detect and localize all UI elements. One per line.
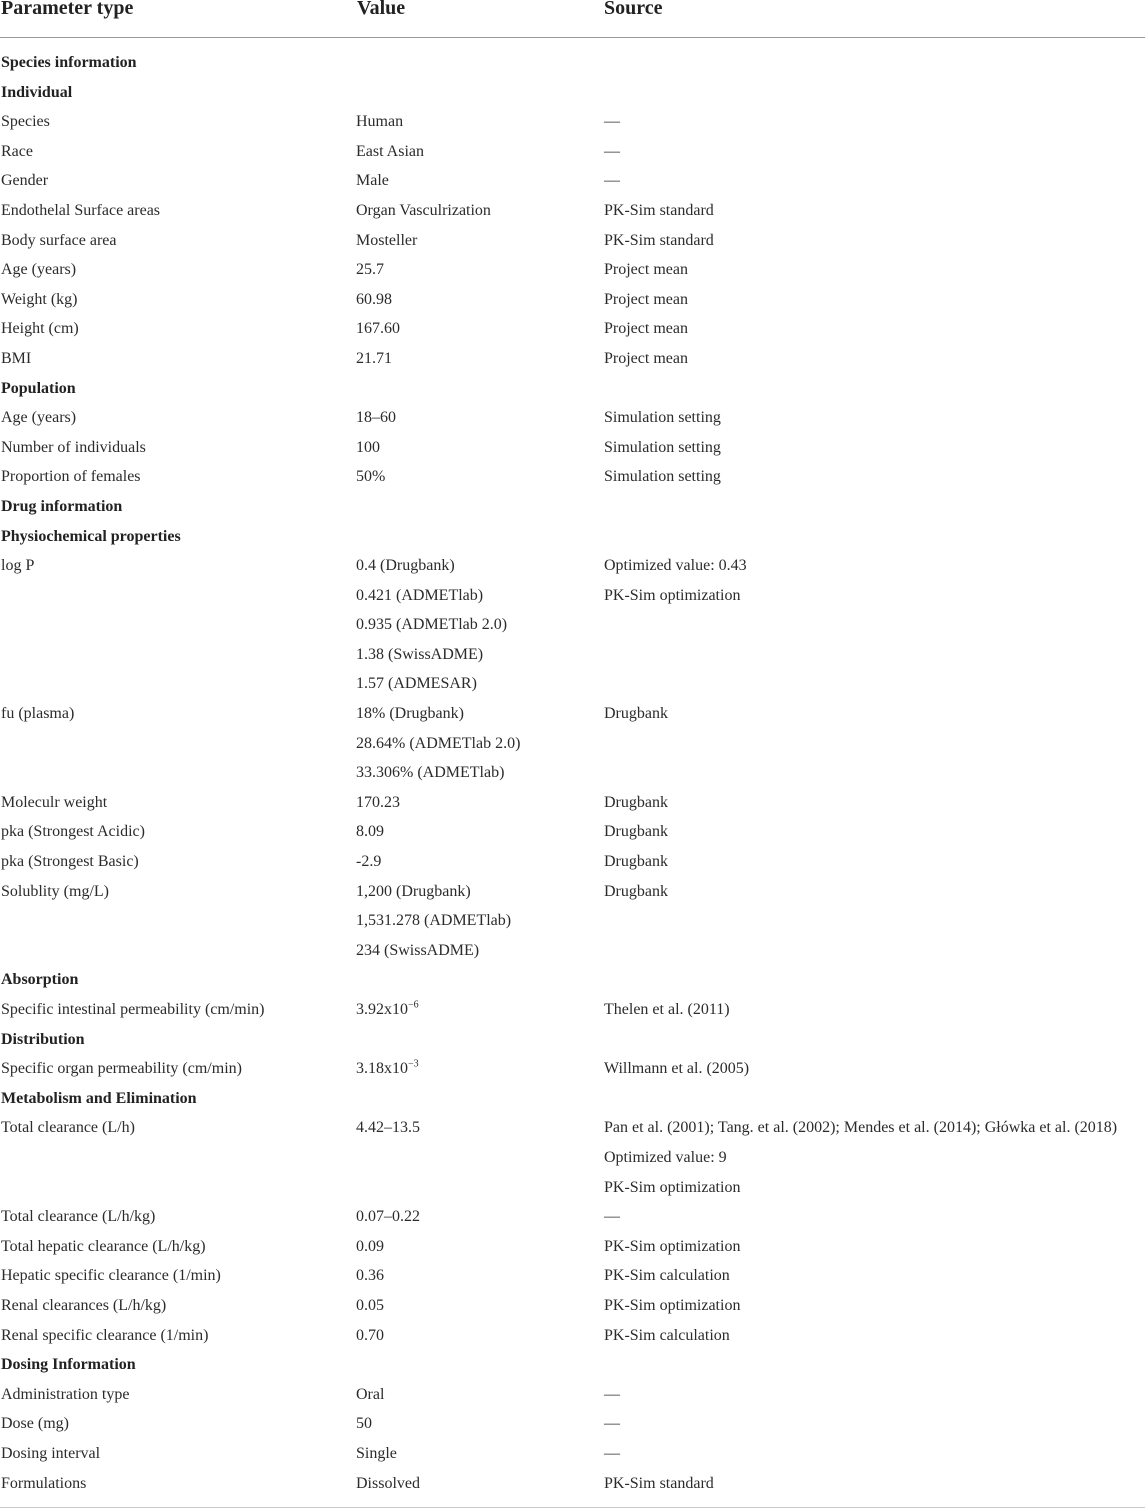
value-cell — [356, 202, 491, 220]
table-row — [0, 316, 1145, 346]
value-cell — [356, 675, 477, 693]
value-text: 170.23 — [356, 793, 400, 811]
value-text: 0.09 — [356, 1237, 384, 1255]
parameter-cell: Race — [1, 142, 33, 160]
table-row — [0, 1145, 1145, 1175]
source-cell: — — [604, 1444, 620, 1462]
source-cell: PK-Sim calculation — [604, 1267, 730, 1285]
section-heading: Physiochemical properties — [1, 527, 181, 545]
table-row — [0, 1441, 1145, 1471]
value-cell — [356, 1267, 384, 1285]
parameter-cell: pka (Strongest Basic) — [1, 853, 139, 871]
table-row — [0, 346, 1145, 376]
source-cell: Thelen et al. (2011) — [604, 1001, 730, 1018]
value-cell — [356, 261, 384, 279]
value-text: 0.70 — [356, 1326, 384, 1344]
source-cell: PK-Sim optimization — [604, 586, 741, 604]
parameter-cell: Gender — [1, 172, 49, 190]
value-text: 3.92x10 — [356, 1001, 408, 1018]
section-heading-row — [0, 376, 1145, 406]
source-cell: Project mean — [604, 349, 688, 367]
value-cell — [356, 616, 507, 634]
source-cell: Drugbank — [604, 793, 668, 811]
value-exponent: −3 — [408, 1058, 419, 1070]
section-heading-row — [0, 80, 1145, 110]
value-cell — [356, 942, 479, 960]
value-cell — [356, 143, 424, 161]
table-header — [0, 0, 1145, 38]
table-bottom-rule — [0, 1507, 1145, 1508]
value-cell — [356, 1327, 384, 1345]
parameter-cell: Formulations — [1, 1474, 87, 1492]
parameter-cell: pka (Strongest Acidic) — [1, 823, 145, 841]
section-heading: Absorption — [1, 971, 79, 989]
value-cell — [356, 1060, 419, 1078]
value-cell — [356, 232, 417, 250]
value-text: 1.38 (SwissADME) — [356, 645, 484, 663]
value-text: East Asian — [356, 142, 424, 160]
source-cell: Drugbank — [604, 823, 668, 841]
value-cell — [356, 853, 381, 871]
value-text: 50 — [356, 1415, 372, 1433]
value-cell — [356, 1475, 420, 1493]
table-row — [0, 1204, 1145, 1234]
value-text: 33.306% (ADMETlab) — [356, 764, 505, 782]
value-text: 3.18x10 — [356, 1060, 408, 1078]
parameter-cell: Dosing interval — [1, 1444, 101, 1462]
value-text: 0.05 — [356, 1296, 384, 1314]
value-cell — [356, 113, 403, 131]
value-cell — [356, 1001, 419, 1019]
source-cell: Simulation setting — [604, 409, 721, 427]
table-row — [0, 612, 1145, 642]
value-exponent: −6 — [408, 999, 419, 1011]
source-cell: Project mean — [604, 320, 688, 338]
value-text: Dissolved — [356, 1474, 420, 1492]
value-cell — [356, 794, 400, 812]
parameter-cell: BMI — [1, 349, 32, 367]
table-row — [0, 198, 1145, 228]
header-value: Value — [357, 0, 406, 19]
value-text: -2.9 — [356, 853, 382, 871]
source-cell: Willmann et al. (2005) — [604, 1060, 750, 1078]
source-cell: Optimized value: 9 — [604, 1148, 727, 1166]
section-heading: Metabolism and Elimination — [1, 1089, 197, 1107]
value-text: 60.98 — [356, 290, 392, 308]
source-cell: PK-Sim optimization — [604, 1237, 741, 1255]
table-body — [0, 50, 1145, 1500]
table-row — [0, 849, 1145, 879]
section-heading: Individual — [1, 83, 73, 101]
parameter-cell: Dose (mg) — [1, 1415, 69, 1433]
source-cell: PK-Sim optimization — [604, 1178, 741, 1196]
value-text: 0.36 — [356, 1267, 384, 1285]
value-cell — [356, 291, 392, 309]
table-row — [0, 1115, 1145, 1145]
table-row — [0, 553, 1145, 583]
section-heading-row — [0, 494, 1145, 524]
source-cell: — — [604, 1415, 620, 1433]
value-text: 0.935 (ADMETlab 2.0) — [356, 616, 508, 634]
table-row — [0, 168, 1145, 198]
parameter-cell: Species — [1, 113, 50, 131]
table-row — [0, 287, 1145, 317]
table-row — [0, 671, 1145, 701]
value-text: Mosteller — [356, 231, 418, 249]
value-text: 1.57 (ADMESAR) — [356, 675, 477, 693]
parameter-cell: Administration type — [1, 1385, 130, 1403]
table-row — [0, 701, 1145, 731]
value-text: Human — [356, 113, 404, 131]
table-row — [0, 1382, 1145, 1412]
parameter-cell: Specific intestinal permeability (cm/min) — [1, 1001, 265, 1018]
table-row — [0, 908, 1145, 938]
value-text: Male — [356, 172, 389, 190]
section-heading-row — [0, 1027, 1145, 1057]
table-row — [0, 642, 1145, 672]
parameter-cell: Specific organ permeability (cm/min) — [1, 1060, 242, 1078]
table-row — [0, 1293, 1145, 1323]
value-cell — [356, 1386, 384, 1404]
value-text: 1,531.278 (ADMETlab) — [356, 912, 512, 930]
source-cell: PK-Sim standard — [604, 231, 714, 249]
value-cell — [356, 557, 455, 575]
header-parameter-type: Parameter type — [1, 0, 134, 19]
source-cell: Project mean — [604, 261, 688, 279]
source-cell: Drugbank — [604, 853, 668, 871]
value-cell — [356, 883, 471, 901]
parameter-cell: Hepatic specific clearance (1/min) — [1, 1267, 221, 1285]
table-row — [0, 790, 1145, 820]
table-row — [0, 109, 1145, 139]
value-cell — [356, 1445, 397, 1463]
value-cell — [356, 1415, 372, 1433]
parameter-cell: Renal clearances (L/h/kg) — [1, 1296, 167, 1314]
table-row — [0, 731, 1145, 761]
value-text: 0.07–0.22 — [356, 1208, 420, 1226]
table-row — [0, 257, 1145, 287]
parameter-cell: Moleculr weight — [1, 793, 108, 811]
source-cell: PK-Sim standard — [604, 201, 714, 219]
section-heading-row — [0, 524, 1145, 554]
section-heading: Population — [1, 379, 76, 397]
table-row — [0, 139, 1145, 169]
value-cell — [356, 409, 396, 427]
value-text: 0.421 (ADMETlab) — [356, 586, 484, 604]
value-text: 4.42–13.5 — [356, 1119, 420, 1137]
parameter-cell: Total hepatic clearance (L/h/kg) — [1, 1237, 206, 1255]
parameter-cell: Age (years) — [1, 261, 77, 279]
table-row — [0, 879, 1145, 909]
table-row — [0, 1234, 1145, 1264]
value-cell — [356, 1297, 384, 1315]
table-row — [0, 1323, 1145, 1353]
table-row — [0, 1263, 1145, 1293]
value-text: Organ Vasculrization — [356, 201, 491, 219]
source-cell: — — [604, 113, 620, 131]
parameter-cell: Total clearance (L/h) — [1, 1119, 135, 1137]
value-cell — [356, 587, 483, 605]
table-row — [0, 1056, 1145, 1086]
source-cell: Project mean — [604, 290, 688, 308]
value-text: 1,200 (Drugbank) — [356, 882, 471, 900]
parameter-cell: Solublity (mg/L) — [1, 882, 109, 900]
section-heading-row — [0, 1352, 1145, 1382]
value-text: 0.4 (Drugbank) — [356, 557, 455, 575]
value-text: 100 — [356, 438, 380, 456]
parameter-cell: Endothelal Surface areas — [1, 201, 161, 219]
value-text: 28.64% (ADMETlab 2.0) — [356, 734, 521, 752]
value-cell — [356, 912, 511, 930]
value-text: Oral — [356, 1385, 385, 1403]
section-heading-row — [0, 1086, 1145, 1116]
table-row — [0, 583, 1145, 613]
value-text: 8.09 — [356, 823, 384, 841]
value-text: 167.60 — [356, 320, 400, 338]
value-cell — [356, 1238, 384, 1256]
value-text: Single — [356, 1444, 397, 1462]
source-cell: — — [604, 142, 620, 160]
value-text: 21.71 — [356, 349, 392, 367]
value-cell — [356, 764, 504, 782]
table-row — [0, 938, 1145, 968]
section-heading: Dosing Information — [1, 1356, 136, 1374]
parameter-cell: Age (years) — [1, 409, 77, 427]
value-text: 18–60 — [356, 409, 396, 427]
value-cell — [356, 823, 384, 841]
value-cell — [356, 320, 400, 338]
parameter-cell: Total clearance (L/h/kg) — [1, 1208, 156, 1226]
source-cell: Drugbank — [604, 882, 668, 900]
section-heading-row — [0, 50, 1145, 80]
table-row — [0, 819, 1145, 849]
source-cell: Simulation setting — [604, 468, 721, 486]
section-heading: Distribution — [1, 1030, 85, 1048]
table-row — [0, 464, 1145, 494]
table-row — [0, 1175, 1145, 1205]
header-source: Source — [604, 0, 663, 19]
value-text: 18% (Drugbank) — [356, 705, 464, 723]
value-cell — [356, 705, 464, 723]
source-cell: Simulation setting — [604, 438, 721, 456]
source-cell: Optimized value: 0.43 — [604, 557, 747, 575]
table-row — [0, 228, 1145, 258]
table-row — [0, 1471, 1145, 1501]
parameter-cell: Height (cm) — [1, 320, 79, 338]
value-text: 234 (SwissADME) — [356, 941, 480, 959]
table-row — [0, 760, 1145, 790]
source-cell: Drugbank — [604, 705, 668, 723]
parameter-cell: Number of individuals — [1, 438, 146, 456]
source-cell: Pan et al. (2001); Tang. et al. (2002); Mendes et al. (2014); Główka et al. (2018) — [604, 1119, 1118, 1137]
section-heading: Drug information — [1, 497, 123, 515]
value-cell — [356, 439, 380, 457]
value-cell — [356, 1119, 420, 1137]
source-cell: — — [604, 1208, 620, 1226]
parameter-cell: fu (plasma) — [1, 705, 75, 723]
source-cell: PK-Sim optimization — [604, 1296, 741, 1314]
value-cell — [356, 735, 520, 753]
parameter-cell: Body surface area — [1, 231, 117, 249]
parameter-cell: log P — [1, 557, 35, 575]
value-cell — [356, 350, 392, 368]
source-cell: — — [604, 1385, 620, 1403]
section-heading-row — [0, 967, 1145, 997]
value-cell — [356, 1208, 420, 1226]
value-cell — [356, 646, 483, 664]
table-row — [0, 405, 1145, 435]
section-heading: Species information — [1, 54, 137, 71]
source-cell: PK-Sim calculation — [604, 1326, 730, 1344]
source-cell: — — [604, 172, 620, 190]
table-row — [0, 1411, 1145, 1441]
table-row — [0, 997, 1145, 1027]
source-cell: PK-Sim standard — [604, 1474, 714, 1492]
value-cell — [356, 468, 385, 486]
parameter-cell: Weight (kg) — [1, 290, 78, 308]
value-text: 25.7 — [356, 261, 384, 279]
value-cell — [356, 172, 389, 190]
parameter-cell: Proportion of females — [1, 468, 141, 486]
table-row — [0, 435, 1145, 465]
value-text: 50% — [356, 468, 386, 486]
parameter-cell: Renal specific clearance (1/min) — [1, 1326, 209, 1344]
